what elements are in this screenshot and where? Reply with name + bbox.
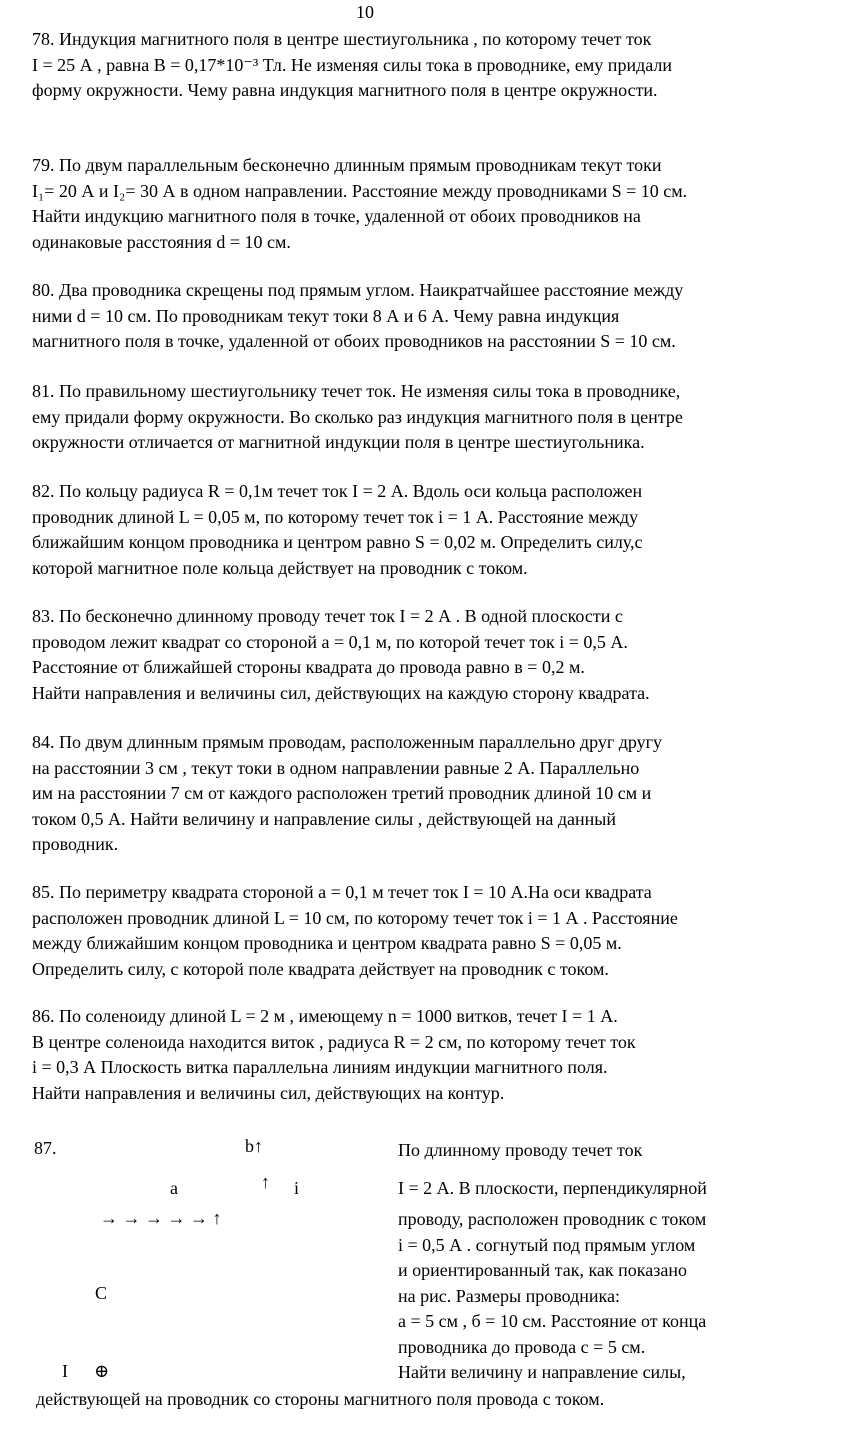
figure-label-a: a: [170, 1178, 178, 1198]
problem-87-last-line: действующей на проводник со стороны магнитного поля провода с током.: [36, 1389, 605, 1409]
problem-line: проводник.: [32, 834, 119, 854]
current-into-page-icon: ⊕: [94, 1361, 110, 1381]
problem-line: i = 0,3 А Плоскость витка параллельна линиям индукции магнитного поля.: [32, 1057, 608, 1077]
problem-78: [32, 27, 832, 104]
problem-82: [32, 479, 832, 581]
problem-84: [32, 730, 832, 858]
problem-line: которой магнитное поле кольца действует на проводник с током.: [32, 557, 528, 578]
problem-line: По длинному проводу течет ток: [398, 1140, 643, 1160]
page-number: 10: [356, 2, 374, 22]
problem-line: проводника до провода с = 5 см.: [398, 1336, 646, 1357]
problem-line: 79. По двум параллельным бесконечно длинным прямым проводникам текут токи: [32, 155, 662, 175]
problem-line: проводник длиной L = 0,05 м, по которому течет ток i = 1 А. Расстояние между: [32, 506, 639, 527]
problem-line: 78. Индукция магнитного поля в центре шестиугольника , по которому течет ток: [32, 29, 652, 49]
problem-line: Найти направления и величины сил, действующих на контур.: [32, 1082, 505, 1103]
problem-line: ними d = 10 см. По проводникам текут токи 8 А и 6 А. Чему равна индукция: [32, 305, 620, 326]
problem-line: между ближайшим концом проводника и центром квадрата равно S = 0,05 м.: [32, 933, 622, 953]
figure-label-i: i: [294, 1178, 300, 1198]
problem-line: 86. По соленоиду длиной L = 2 м , имеющему n = 1000 витков, течет I = 1 А.: [32, 1006, 618, 1026]
problem-85: [32, 880, 832, 982]
problem-87-number: 87.: [34, 1138, 57, 1158]
problem-87-text: [398, 1138, 838, 1386]
problem-line: одинаковые расстояния d = 10 см.: [32, 231, 291, 252]
figure-up-arrow: ↑: [261, 1172, 270, 1192]
figure-label-b: b↑: [245, 1136, 263, 1156]
problem-80: [32, 278, 832, 355]
problem-line: им на расстоянии 7 см от каждого расположен третий проводник длиной 10 см и: [32, 783, 652, 803]
problem-line: на расстоянии 3 см , текут токи в одном направлении равные 2 А. Параллельно: [32, 757, 640, 778]
problem-line: Определить силу, с которой поле квадрата действует на проводник с током.: [32, 958, 609, 979]
problem-line: I = 25 А , равна B = 0,17*10⁻³ Тл. Не изменяя силы тока в проводнике, ему придали: [32, 54, 672, 75]
problem-line: 83. По бесконечно длинному проводу течет ток I = 2 А . В одной плоскости с: [32, 606, 623, 626]
problem-line: В центре соленоида находится виток , радиуса R = 2 см, по которому течет ток: [32, 1031, 636, 1052]
problem-line: 85. По периметру квадрата стороной а = 0,1 м течет ток I = 10 А.На оси квадрата: [32, 882, 652, 902]
figure-label-c: C: [95, 1283, 108, 1303]
problem-line: I = 2 А. В плоскости, перпендикулярной: [398, 1177, 707, 1198]
problem-line: 80. Два проводника скрещены под прямым углом. Наикратчайшее расстояние между: [32, 280, 684, 300]
problem-line: 81. По правильному шестиугольнику течет ток. Не изменяя силы тока в проводнике,: [32, 381, 681, 401]
problem-86: [32, 1004, 832, 1106]
problem-81: [32, 379, 832, 456]
problem-line: Найти индукцию магнитного поля в точке, удаленной от обоих проводников на: [32, 206, 641, 226]
problem-line: проводу, расположен проводник с током: [398, 1209, 707, 1229]
figure-arrow-row: → → → → → ↑: [100, 1208, 222, 1228]
problem-line: проводом лежит квадрат со стороной а = 0,1 м, по которой течет ток i = 0,5 А.: [32, 631, 628, 652]
problem-line: ближайшим концом проводника и центром равно S = 0,02 м. Определить силу,с: [32, 532, 643, 552]
problem-line: током 0,5 А. Найти величину и направление силы , действующей на данный: [32, 808, 616, 829]
problem-line: i = 0,5 А . согнутый под прямым углом: [398, 1234, 696, 1255]
problem-line: Расстояние от ближайшей стороны квадрата до провода равно в = 0,2 м.: [32, 657, 585, 677]
problem-line: на рис. Размеры проводника:: [398, 1285, 620, 1306]
problem-line: I₁= 20 А и I₂= 30 А в одном направлении. Расстояние между проводниками S = 10 см.: [32, 180, 688, 201]
problem-line: а = 5 см , б = 10 см. Расстояние от конца: [398, 1311, 707, 1331]
problem-line: магнитного поля в точке, удаленной от обоих проводников на расстоянии S = 10 см.: [32, 331, 676, 351]
problem-79: [32, 153, 832, 255]
problem-line: 82. По кольцу радиуса R = 0,1м течет ток I = 2 А. Вдоль оси кольца расположен: [32, 481, 643, 501]
figure-wire-label: I: [62, 1361, 68, 1381]
problem-line: Найти направления и величины сил, действующих на каждую сторону квадрата.: [32, 682, 650, 703]
problem-line: Найти величину и направление силы,: [398, 1362, 686, 1382]
problem-line: окружности отличается от магнитной индукции поля в центре шестиугольника.: [32, 432, 645, 452]
problem-line: форму окружности. Чему равна индукция магнитного поля в центре окружности.: [32, 80, 658, 100]
problem-line: расположен проводник длиной L = 10 см, по которому течет ток i = 1 А . Расстояние: [32, 907, 678, 928]
problem-line: 84. По двум длинным прямым проводам, расположенным параллельно друг другу: [32, 732, 663, 752]
problem-83: [32, 604, 832, 706]
problem-line: ему придали форму окружности. Во сколько раз индукция магнитного поля в центре: [32, 406, 683, 427]
problem-line: и ориентированный так, как показано: [398, 1260, 687, 1280]
